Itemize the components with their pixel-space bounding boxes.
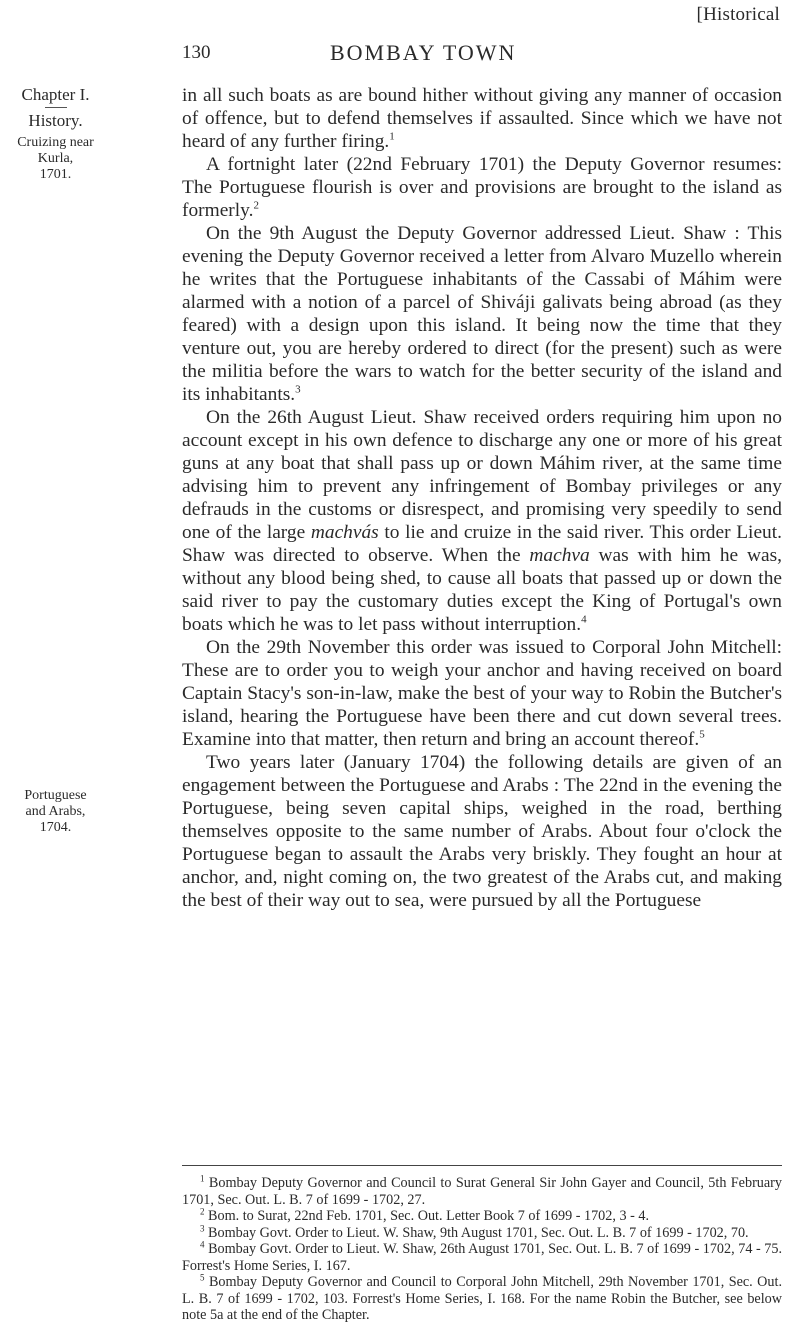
footnote-number: 5	[200, 1272, 205, 1283]
footnote-ref-2: 2	[253, 199, 259, 212]
margin-portuguese-line-1: Portuguese	[24, 788, 87, 803]
footnotes	[182, 1175, 782, 1324]
paragraph-2-text: A fortnight later (22nd February 1701) the Deputy Governor resumes: The Portuguese flourish is over and provisions are brought to the island as formerly.	[182, 154, 782, 221]
margin-portuguese-line-2: and Arabs,	[25, 804, 86, 819]
margin-portuguese-line-3: 1704.	[39, 820, 72, 835]
footnote	[182, 1241, 782, 1274]
paragraph-1	[182, 84, 782, 153]
main-text	[182, 84, 782, 912]
paragraph-2	[182, 153, 782, 222]
running-title: BOMBAY TOWN	[330, 40, 517, 65]
paragraph-4-italic-2: machva	[529, 545, 590, 566]
footnote-text: Bombay Govt. Order to Lieut. W. Shaw, 26th August 1701, Sec. Out. L. B. 7 of 1699 - 1702, 74 - 75. Forrest's Home Series, I. 167.	[182, 1241, 782, 1274]
paragraph-4-text-c: was with him he was, without any blood being shed, to cause all boats that passed up or down the said river to pay the customary duties except the King of Portugal's own boats which he was to let pass without interruption.	[182, 545, 782, 635]
paragraph-3	[182, 222, 782, 406]
footnote	[182, 1208, 782, 1225]
footnote	[182, 1175, 782, 1208]
footnote-ref-5: 5	[699, 728, 705, 741]
footnote-text: Bombay Govt. Order to Lieut. W. Shaw, 9th August 1701, Sec. Out. L. B. 7 of 1699 - 1702, 70.	[208, 1224, 749, 1241]
footnote-ref-4: 4	[581, 613, 587, 626]
footnote-number: 3	[200, 1222, 205, 1233]
paragraph-6	[182, 751, 782, 912]
margin-history: History.	[28, 111, 83, 130]
footnote-ref-1: 1	[389, 130, 395, 143]
paragraph-4-text-a: On the 26th August Lieut. Shaw received orders requiring him upon no account except in his own defence to discharge any one or more of his great guns at any boat that shall pass up or down Máhim river, at the same time advising him to prevent any infringement of Bombay privileges or any defrauds in the customs or disrespect, and promising very speedily to send one of the large	[182, 407, 782, 543]
paragraph-5-text: On the 29th November this order was issued to Corporal John Mitchell: These are to order you to weigh your anchor and having received on board Captain Stacy's son-in-law, make the best of your way to Robin the Butcher's island, hearing the Portuguese have been there and cut down several trees. Examine into that matter, then return and bring an account thereof.	[182, 637, 782, 750]
footnote-divider	[182, 1165, 782, 1166]
margin-note-portuguese	[8, 788, 103, 836]
footnote	[182, 1222, 782, 1242]
paragraph-4-italic-1: machvás	[310, 522, 379, 543]
paragraph-1-text: in all such boats as are bound hither without giving any manner of occasion of offence, but to defend themselves if assaulted. Since which we have not heard of any further firing.	[182, 85, 782, 152]
margin-rule	[45, 107, 67, 108]
margin-note-chapter	[8, 86, 103, 183]
footnote-ref-3: 3	[295, 383, 301, 396]
paragraph-3-text: On the 9th August the Deputy Governor addressed Lieut. Shaw : This evening the Deputy Governor received a letter from Alvaro Muzello wherein he writes that the Portuguese inhabitants of the Cassabi of Máhim were alarmed with a notion of a parcel of Shiváji galivats being abroad (as they feared) with a design upon this island. It being now the time that they venture out, you are hereby ordered to direct (for the present) such as were the militia before the wars to watch for the better security of the island and its inhabitants.	[182, 223, 782, 405]
footnote-number: 1	[200, 1173, 205, 1184]
margin-cruizing-line-2: Kurla,	[37, 151, 74, 166]
paragraph-4-text-b: to lie and cruize in the said river. This order Lieut. Shaw was directed to observe. When the	[182, 522, 782, 566]
margin-chapter: Chapter I.	[21, 85, 90, 104]
margin-cruizing-line-1: Cruizing near	[17, 135, 94, 150]
footnote-text: Bom. to Surat, 22nd Feb. 1701, Sec. Out. Letter Book 7 of 1699 - 1702, 3 - 4.	[208, 1208, 650, 1224]
footnote-number: 4	[200, 1239, 205, 1250]
page-number: 130	[182, 42, 211, 63]
paragraph-4	[182, 406, 782, 636]
footnote-text: Bombay Deputy Governor and Council to Corporal John Mitchell, 29th November 1701, Sec. Out. L. B. 7 of 1699 - 1702, 103. Forrest's Home Series, I. 168. For the name Robin the Butcher, see below note 5a at the end of the Chapter.	[182, 1274, 782, 1323]
footnote	[182, 1274, 782, 1324]
section-heading: [Historical	[696, 4, 780, 25]
paragraph-5	[182, 636, 782, 751]
margin-cruizing-line-3: 1701.	[39, 167, 72, 182]
footnote-number: 2	[200, 1206, 205, 1217]
footnote-text: Bombay Deputy Governor and Council to Surat General Sir John Gayer and Council, 5th February 1701, Sec. Out. L. B. 7 of 1699 - 1702, 27.	[182, 1175, 783, 1208]
paragraph-6-text: Two years later (January 1704) the following details are given of an engagement between the Portuguese and Arabs : The 22nd in the evening the Portuguese, being seven capital ships, weighed in the road, berthing themselves opposite to the same number of Arabs. About four o'clock the Portuguese began to assault the Arabs very briskly. They fought an hour at anchor, and, night coming on, the two greatest of the Arabs cut, and making the best of their way out to sea, were pursued by all the Portuguese	[182, 752, 782, 911]
